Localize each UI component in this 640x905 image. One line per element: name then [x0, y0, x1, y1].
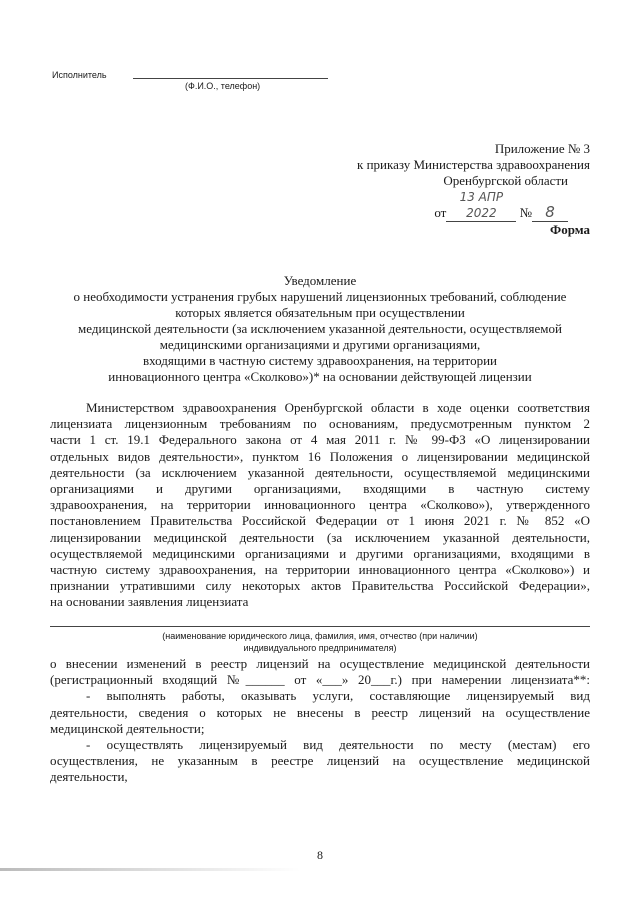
date-stamp: 13 АПР 2022 [459, 190, 504, 220]
paragraph-line: здравоохранения, на территории инновационного центра «Сколково»), утвержденного [50, 497, 590, 513]
title-line-4: медицинской деятельности (за исключением указанной деятельности, осуществляемой [78, 321, 562, 336]
paragraph-line: лицензиата лицензионным требованиям по основаниям, предусмотренным пунктом 2 [50, 416, 590, 432]
title-line-2: о необходимости устранения грубых нарушений лицензионных требований, соблюдение [73, 289, 567, 304]
licensee-caption [50, 630, 590, 654]
executor-hint: (Ф.И.О., телефон) [185, 81, 261, 91]
paragraph-line: медицинской деятельности; [50, 720, 205, 736]
title-line-5: медицинскими организациями и другими организациями, [159, 337, 481, 352]
number-handwritten: 8 [545, 203, 555, 221]
paragraph-line: организациями и другими организациями, входящими в частную систему [50, 481, 590, 497]
paragraph-line: признании утратившими силу некоторых актов Правительства Российской Федерации», [50, 578, 590, 594]
title-line-3: которых является обязательным при осуществлении [175, 305, 465, 320]
paragraph-line: части 1 ст. 19.1 Федерального закона от 4 мая 2011 г. № 99-ФЗ «О лицензировании [50, 432, 590, 448]
paragraph-line: постановлением Правительства Российской Федерации от 1 июня 2021 г. № 852 «О [50, 513, 590, 529]
intent-paragraph [50, 656, 590, 786]
number-prefix: № [519, 205, 532, 220]
paragraph-line: лицензировании медицинской деятельности (за исключением указанной деятельности, [50, 529, 590, 545]
paragraph-line: деятельности (за исключением указанной деятельности, осуществляемой медицинскими [50, 464, 590, 480]
paragraph-line: (регистрационный входящий №______ от «___» 20___г.) при намерении лицензиата**: [50, 672, 590, 688]
paragraph-line: осуществляемой медицинскими организациями и другими организациями, входящими в [50, 545, 590, 561]
caption-line-2: индивидуального предпринимателя) [243, 643, 397, 653]
page-number: 8 [317, 848, 323, 862]
appendix-date-number [300, 189, 590, 222]
paragraph-line: о внесении изменений в реестр лицензий на осуществление медицинской деятельности [50, 656, 590, 671]
appendix-line-3: Оренбургской области [443, 173, 568, 188]
paragraph-line: отдельных видов деятельности», пунктом 16 Положения о лицензировании медицинской [50, 448, 590, 464]
licensee-name-line [50, 626, 590, 627]
executor-label: Исполнитель [52, 70, 107, 80]
executor-signature-line [133, 68, 328, 79]
title-line-6: входящими в частную систему здравоохранения, на территории [143, 353, 497, 368]
main-paragraph [50, 400, 590, 611]
caption-line-1: (наименование юридического лица, фамилия, имя, отчество (при наличии) [162, 631, 478, 641]
scan-edge-shadow [0, 868, 300, 871]
paragraph-line: частную систему здравоохранения, на территории инновационного центра «Сколково») и [50, 562, 590, 578]
paragraph-line: деятельности, сведения о которых не внесены в реестр лицензий на осуществление [50, 704, 590, 720]
paragraph-line: деятельности, [50, 769, 128, 785]
title-line-1: Уведомление [283, 273, 357, 288]
list-item: - выполнять работы, оказывать услуги, составляющие лицензируемый вид [86, 688, 590, 704]
date-prefix: от [434, 205, 447, 220]
appendix-line-2: к приказу Министерства здравоохранения [357, 157, 590, 172]
title-line-7: инновационного центра «Сколково»)* на основании действующей лицензии [108, 369, 532, 384]
appendix-line-1: Приложение № 3 [494, 141, 590, 156]
paragraph-line: Министерством здравоохранения Оренбургской области в ходе оценки соответствия [86, 400, 590, 415]
appendix-block [300, 141, 590, 222]
paragraph-line: на основании заявления лицензиата [50, 594, 249, 610]
paragraph-line: осуществления, не указанным в реестре лицензий на осуществление медицинской [50, 753, 590, 769]
list-item: - осуществлять лицензируемый вид деятельности по месту (местам) его [86, 737, 590, 753]
notice-title [50, 273, 590, 385]
form-label: Форма [550, 222, 590, 237]
